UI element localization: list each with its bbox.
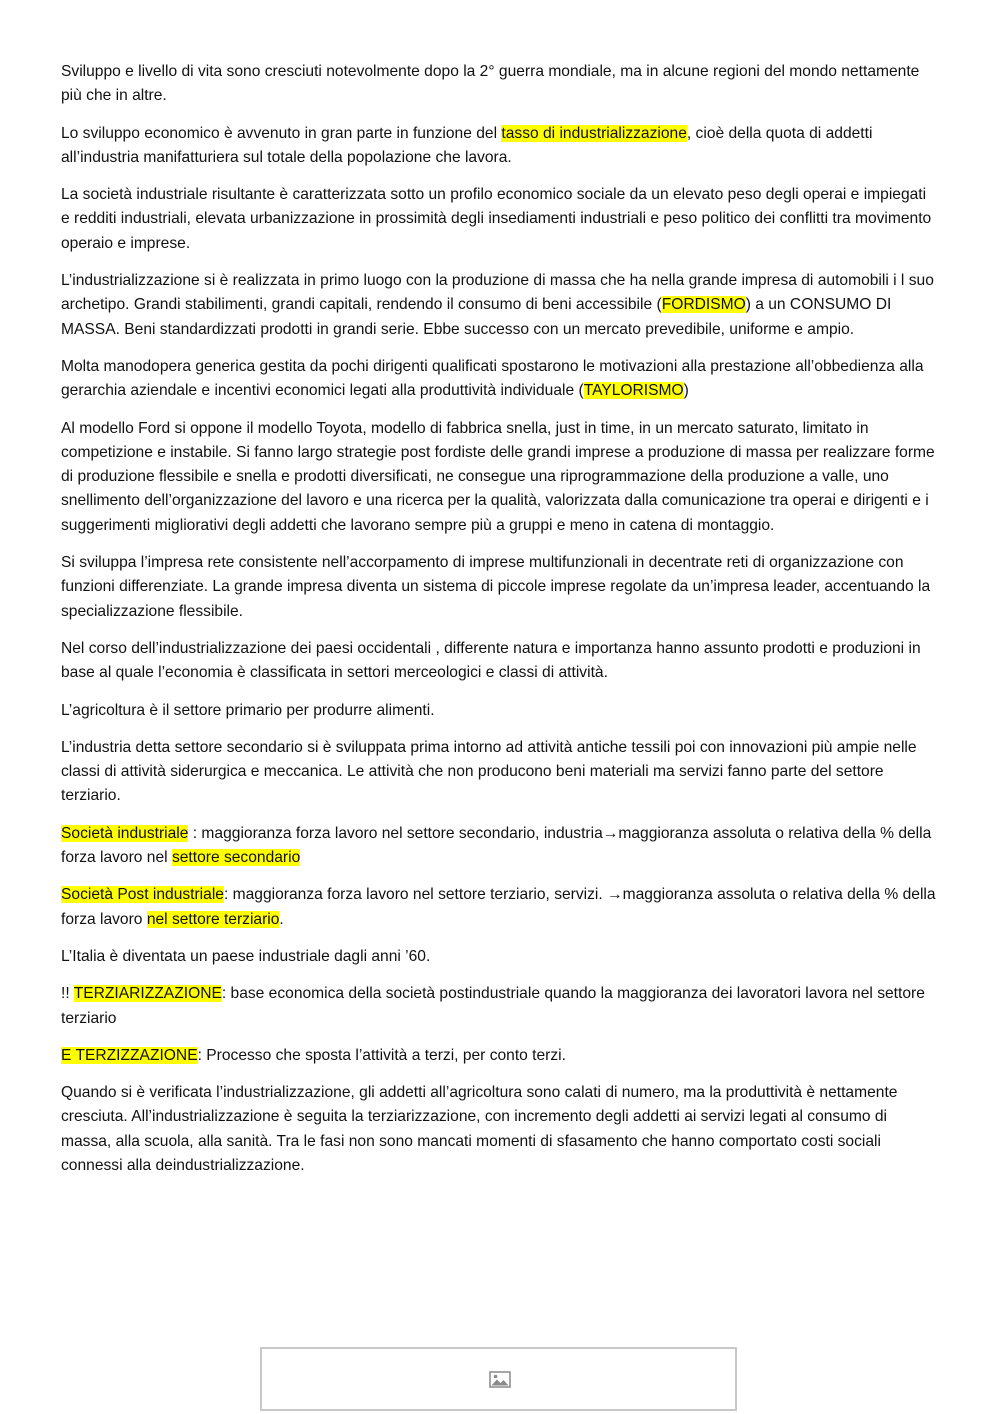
- paragraph: [61, 822, 939, 871]
- paragraph: [61, 355, 939, 404]
- highlighted-term: TAYLORISMO: [583, 382, 684, 400]
- highlighted-term: FORDISMO: [661, 296, 746, 314]
- highlighted-term: Società Post industriale: [61, 886, 224, 904]
- text-run: : base economica della società postindustriale quando la maggioranza dei lavoratori lavora nel settore terziario: [61, 985, 925, 1027]
- highlighted-term: tasso di industrializzazione: [501, 124, 687, 142]
- text-run: !!: [61, 985, 74, 1003]
- text-run: L’Italia è diventata un paese industriale dagli anni ’60.: [61, 947, 431, 965]
- paragraph: [61, 269, 939, 342]
- paragraph: [61, 183, 939, 256]
- paragraph: [61, 699, 939, 723]
- paragraph: [61, 982, 939, 1031]
- text-run: Si sviluppa l’impresa rete consistente nell’accorpamento di imprese multifunzionali in decentrate reti di organizzazione con funzioni differenziate. La grande impresa diventa un sistema di piccole imprese regolate da un’impresa leader, accentuando la specializzazione flessibile.: [61, 554, 931, 620]
- text-run: : Processo che sposta l’attività a terzi, per conto terzi.: [197, 1046, 566, 1064]
- paragraph: [61, 417, 939, 538]
- highlighted-term: settore secondario: [171, 849, 301, 867]
- paragraph: [61, 883, 939, 932]
- highlighted-term: nel settore terziario: [146, 910, 280, 928]
- text-run: La società industriale risultante è caratterizzata sotto un profilo economico sociale da un elevato peso degli operai e impiegati e redditi industriali, elevata urbanizzazione in prossimità degli insediamenti industriali e peso politico dei conflitti tra movimento operaio e imprese.: [61, 186, 932, 252]
- text-run: L’industrializzazione si è realizzata in primo luogo con la produzione di massa che ha nella grande impresa di automobili i l suo archetipo. Grandi stabilimenti, grandi capitali, rendendo il consumo di beni accessibile (: [61, 272, 934, 314]
- text-run: L’industria detta settore secondario si è sviluppata prima intorno ad attività antiche tessili poi con innovazioni più ampie nelle classi di attività siderurgica e meccanica. Le attività che non producono beni materiali ma servizi fanno parte del settore terziario.: [61, 738, 917, 805]
- text-run: ) a un CONSUMO DI MASSA. Beni standardizzati prodotti in grandi serie. Ebbe successo con un mercato prevedibile, uniforme e ampio.: [61, 296, 892, 338]
- paragraph: [61, 1081, 939, 1178]
- image-placeholder[interactable]: [260, 1347, 737, 1411]
- highlighted-term: TERZIARIZZAZIONE: [73, 985, 222, 1003]
- paragraph: [61, 945, 939, 969]
- paragraph: [61, 1044, 939, 1068]
- text-run: Sviluppo e livello di vita sono cresciuti notevolmente dopo la 2° guerra mondiale, ma in alcune regioni del mondo nettamente più che in altre.: [61, 63, 920, 105]
- text-run: , cioè della quota di addetti all’industria manifatturiera sul totale della popolazione che lavora.: [61, 124, 873, 166]
- highlighted-term: E TERZIZZAZIONE: [61, 1046, 198, 1064]
- paragraph: [61, 736, 939, 809]
- paragraph: [61, 551, 939, 624]
- text-run: Molta manodopera generica gestita da pochi dirigenti qualificati spostarono le motivazioni alla prestazione all’obbedienza alla gerarchia aziendale e incentivi economici legati alla produttività individuale (: [61, 357, 924, 400]
- image-placeholder-icon: [489, 1371, 511, 1388]
- text-run: Lo sviluppo economico è avvenuto in gran parte in funzione del: [61, 124, 502, 142]
- document-body: [61, 60, 939, 1191]
- text-run: : maggioranza forza lavoro nel settore secondario, industria→maggioranza assoluta o relativa della % della forza lavoro nel: [61, 824, 932, 867]
- text-run: : maggioranza forza lavoro nel settore terziario, servizi. →maggioranza assoluta o relativa della % della forza lavoro: [61, 886, 936, 928]
- paragraph: [61, 637, 939, 686]
- text-run: ): [683, 382, 689, 400]
- text-run: Nel corso dell’industrializzazione dei paesi occidentali , differente natura e importanza hanno assunto prodotti e produzioni in base al quale l’economia è classificata in settori merceologici e classi di attività.: [61, 639, 921, 682]
- text-run: L’agricoltura è il settore primario per produrre alimenti.: [61, 701, 435, 719]
- text-run: Quando si è verificata l’industrializzazione, gli addetti all’agricoltura sono calati di numero, ma la produttività è nettamente cresciuta. All’industrializzazione è seguita la terziarizzazione, con incremento degli addetti ai servizi legati al consumo di massa, alla scuola, alla sanità. Tra le fasi non sono mancati momenti di sfasamento che hanno comportato costi sociali connessi alla deindustrializzazione.: [61, 1084, 898, 1174]
- paragraph: [61, 60, 939, 109]
- paragraph: [61, 122, 939, 171]
- text-run: Al modello Ford si oppone il modello Toyota, modello di fabbrica snella, just in time, in un mercato saturato, limitato in competizione e instabile. Si fanno largo strategie post fordiste delle grandi imprese a produzione di massa per realizzare forme di produzione flessibile e snella e prodotti diversificati, ne consegue una riprogrammazione della produzione a valle, uno snellimento dell’organizzazione del lavoro e una ricerca per la qualità, valorizzata dalla comunicazione tra operai e dirigenti e i suggerimenti migliorativi degli addetti che lavorano sempre più a gruppi e meno in catena di montaggio.: [61, 419, 935, 534]
- highlighted-term: Società industriale: [61, 824, 189, 842]
- text-run: .: [279, 910, 284, 928]
